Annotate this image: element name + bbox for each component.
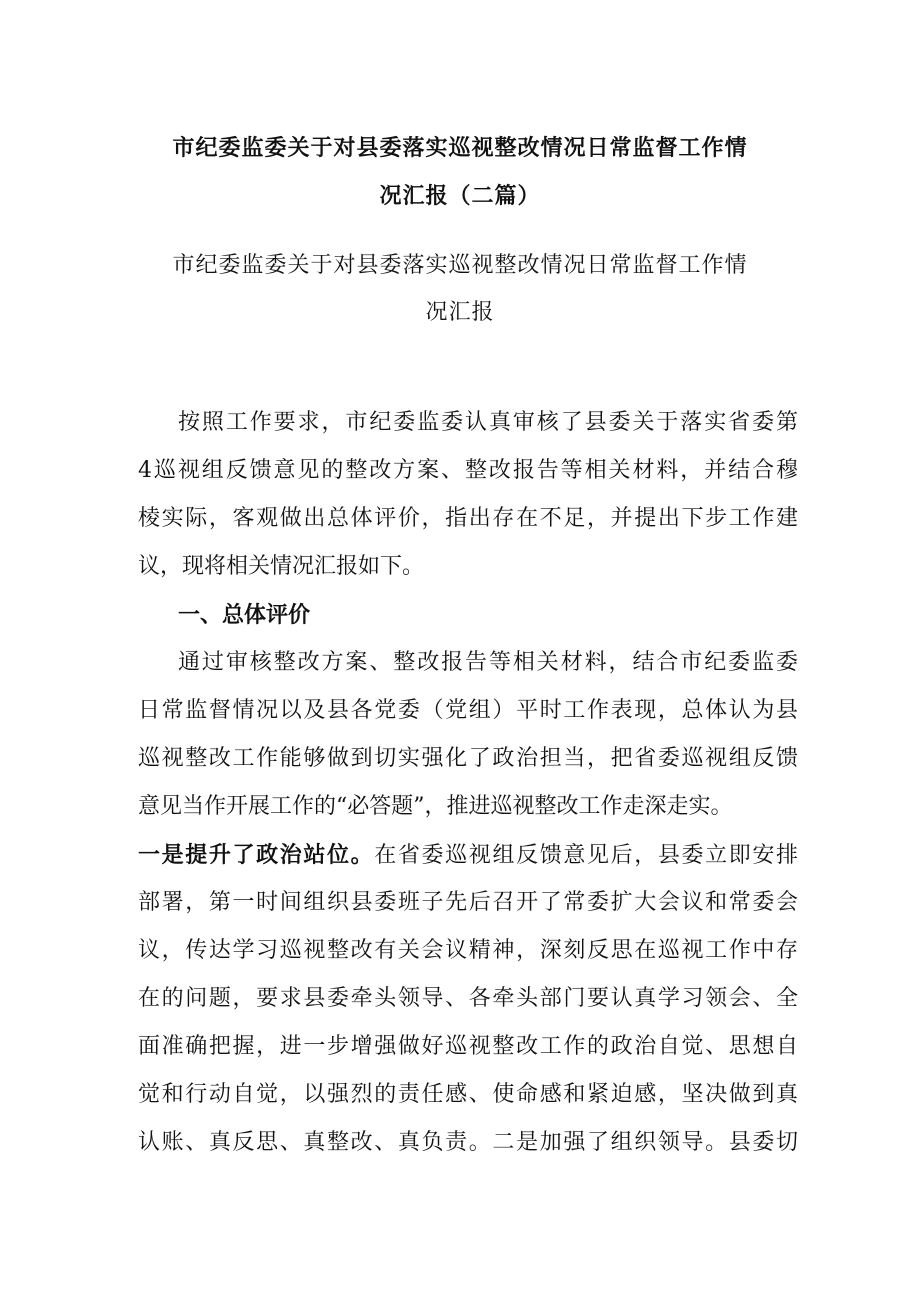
intro-line-4: 议，现将相关情况汇报如下。 bbox=[138, 554, 425, 579]
document-subtitle-line-1: 市纪委监委关于对县委落实巡视整改情况日常监督工作情 bbox=[172, 253, 748, 278]
point1-line-5: 面准确把握，进一步增强做好巡视整改工作的政治自觉、思想自 bbox=[138, 1034, 798, 1059]
point1-bold-lead: 一是提升了政治站位。 bbox=[138, 842, 375, 868]
document-title-line-1: 市纪委监委关于对县委落实巡视整改情况日常监督工作情 bbox=[172, 135, 748, 161]
section1-line-4: 意见当作开展工作的“必答题”，推进巡视整改工作走深走实。 bbox=[138, 794, 733, 819]
point1-line-4: 在的问题，要求县委牵头领导、各牵头部门要认真学习领会、全 bbox=[138, 986, 798, 1011]
point1-line-2: 部署，第一时间组织县委班子先后召开了常委扩大会议和常委会 bbox=[138, 890, 798, 915]
intro-line-1: 按照工作要求，市纪委监委认真审核了县委关于落实省委第 bbox=[178, 410, 798, 435]
point1-first-line bbox=[138, 840, 798, 871]
point1-line-3: 议，传达学习巡视整改有关会议精神，深刻反思在巡视工作中存 bbox=[138, 938, 798, 963]
section1-line-2: 日常监督情况以及县各党委（党组）平时工作表现，总体认为县 bbox=[138, 698, 798, 723]
point1-first-line-rest: 在省委巡视组反馈意见后，县委立即安排 bbox=[374, 843, 798, 868]
intro-line-3: 棱实际，客观做出总体评价，指出存在不足，并提出下步工作建 bbox=[138, 506, 798, 531]
document-title-line-2: 况汇报（二篇） bbox=[379, 183, 541, 209]
point1-line-6: 觉和行动自觉，以强烈的责任感、使命感和紧迫感，坚决做到真 bbox=[138, 1082, 798, 1107]
intro-line-2: 4巡视组反馈意见的整改方案、整改报告等相关材料，并结合穆 bbox=[138, 458, 798, 483]
document-subtitle-line-2: 况汇报 bbox=[425, 300, 495, 325]
section1-line-3: 巡视整改工作能够做到切实强化了政治担当，把省委巡视组反馈 bbox=[138, 746, 798, 771]
section-heading-overall-evaluation: 一、总体评价 bbox=[178, 602, 311, 628]
point1-line-7: 认账、真反思、真整改、真负责。二是加强了组织领导。县委切 bbox=[138, 1130, 798, 1155]
section1-line-1: 通过审核整改方案、整改报告等相关材料，结合市纪委监委 bbox=[178, 650, 798, 675]
